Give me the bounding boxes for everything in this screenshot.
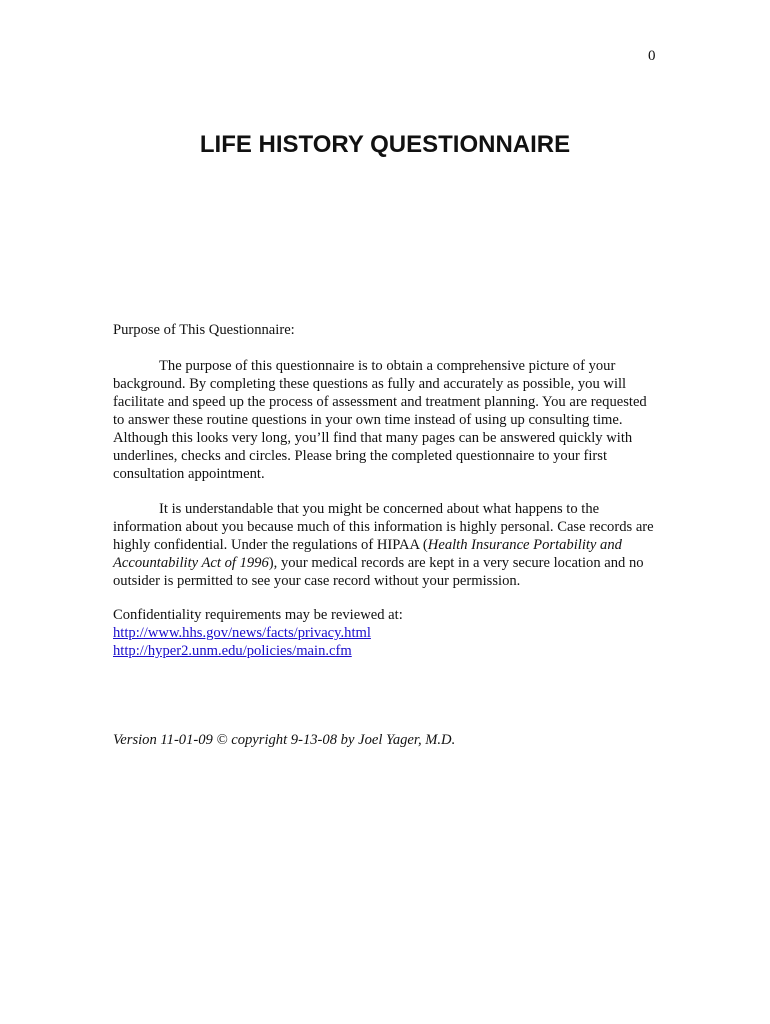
purpose-heading: Purpose of This Questionnaire: xyxy=(113,322,295,338)
purpose-paragraph-1: The purpose of this questionnaire is to obtain a comprehensive picture of your background. By completing these questions as fully and accurately as possible, you will facilitate and speed up the process of assessment and treatment planning. You are requested to answer these routine questions in your own time instead of using up consulting time. Although this looks very long, you’ll find that many pages can be answered quickly with underlines, checks and circles. Please bring the completed questionnaire to your first consultation appointment. xyxy=(113,358,647,482)
hhs-privacy-link[interactable]: http://www.hhs.gov/news/facts/privacy.html xyxy=(113,625,371,641)
page-number: 0 xyxy=(648,48,656,64)
confidentiality-label: Confidentiality requirements may be reviewed at: xyxy=(113,607,403,623)
paragraph-2-text-end: ), your medical records are kept in a very secure location and no outsider is permitted to see your case record without your permission. xyxy=(113,555,644,589)
paragraph-2-text-start: It is understandable that you might be concerned about what happens to the information about you because much of this information is highly personal. Case records are highly confidential. Under the regulations of HIPAA ( xyxy=(113,501,654,553)
hipaa-act-name: Health Insurance Portability and Accountability Act of 1996 xyxy=(113,537,622,571)
document-title: LIFE HISTORY QUESTIONNAIRE xyxy=(199,131,571,158)
version-copyright-line: Version 11-01-09 © copyright 9-13-08 by Joel Yager, M.D. xyxy=(113,732,456,748)
confidentiality-section xyxy=(113,606,659,660)
purpose-paragraph-2 xyxy=(113,500,659,590)
unm-policies-link[interactable]: http://hyper2.unm.edu/policies/main.cfm xyxy=(113,643,352,659)
